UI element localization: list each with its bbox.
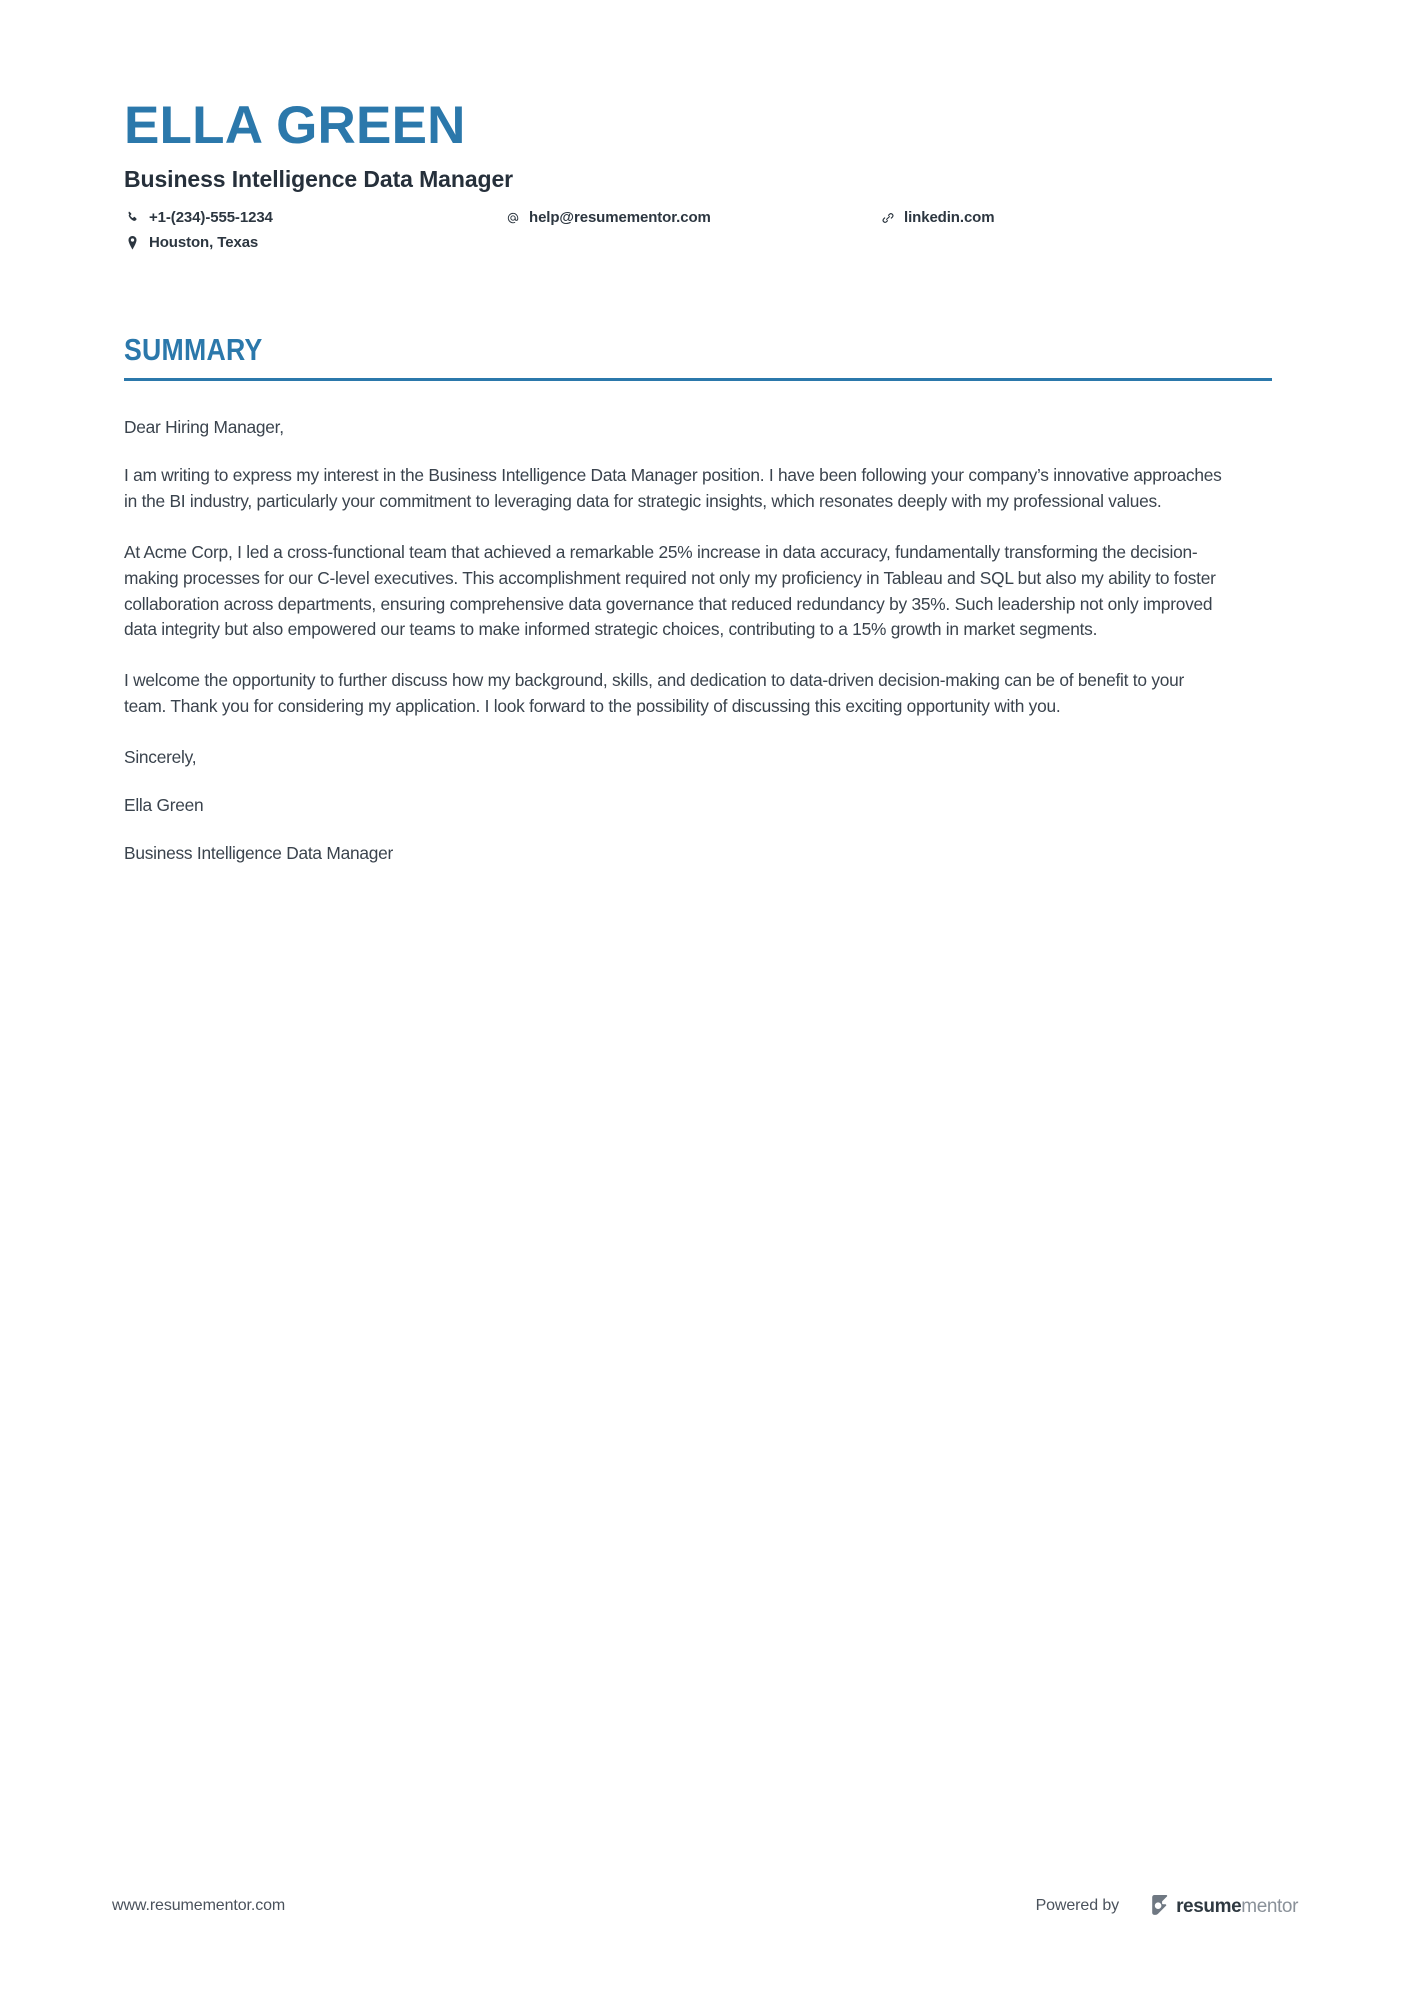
letter-header — [124, 0, 1286, 251]
contact-phone-label: +1-(234)-555-1234 — [149, 209, 273, 227]
section-heading-summary: SUMMARY — [124, 332, 263, 368]
logo-word-bold: resume — [1176, 1895, 1242, 1917]
letter-closing: Sincerely, — [124, 747, 197, 767]
contact-phone[interactable] — [124, 209, 504, 226]
section-divider — [124, 378, 1272, 381]
contact-row-primary — [124, 209, 1286, 226]
contact-linkedin[interactable] — [879, 209, 995, 226]
letter-signature-title: Business Intelligence Data Manager — [124, 842, 394, 863]
header-job-title: Business Intelligence Data Manager — [124, 166, 514, 193]
page-footer — [112, 1895, 1298, 1917]
letter-paragraph-2: At Acme Corp, I led a cross-functional team that achieved a remarkable 25% increase in data accuracy, fundamentally transforming the decision-making processes for our C-level executives. This accomplishment required not only my proficiency in Tableau and SQL but also my ability to foster collaboration across departments, ensuring comprehensive data governance that reduced redundancy by 35%. Such leadership not only improved data integrity but also empowered our teams to make informed strategic choices, contributing to a 15% growth in market segments. — [124, 541, 1216, 640]
footer-website-url[interactable]: www.resumementor.com — [112, 1897, 286, 1914]
link-icon — [879, 211, 896, 225]
contact-row-secondary — [124, 234, 1286, 251]
location-pin-icon — [124, 236, 141, 250]
resumementor-mark-icon — [1151, 1895, 1170, 1917]
contact-info-grid — [124, 209, 1286, 251]
resumementor-logo[interactable] — [1151, 1895, 1298, 1917]
powered-by-label: Powered by — [1035, 1897, 1120, 1914]
letter-salutation: Dear Hiring Manager, — [124, 417, 284, 438]
contact-email-label: help@resumementor.com — [529, 209, 711, 227]
email-at-icon — [504, 211, 521, 225]
document-content — [124, 0, 1286, 867]
contact-email[interactable] — [504, 209, 879, 226]
resumementor-wordmark — [1176, 1897, 1298, 1916]
footer-branding — [1036, 1895, 1298, 1917]
phone-icon — [124, 211, 141, 224]
letter-paragraph-1: I am writing to express my interest in the Business Intelligence Data Manager position. I have been following your company’s innovative approaches in the BI industry, particularly your commitment to leveraging data for strategic insights, which resonates deeply with my professional values. — [124, 465, 1222, 511]
letter-paragraph-3: I welcome the opportunity to further discuss how my background, skills, and dedication to data-driven decision-making can be of benefit to your team. Thank you for considering my application. I look forward to the possibility of discussing this exciting opportunity with you. — [124, 670, 1185, 717]
summary-section — [124, 333, 1286, 866]
logo-word-light: mentor — [1241, 1895, 1298, 1917]
contact-location — [124, 234, 504, 251]
contact-linkedin-label: linkedin.com — [904, 209, 995, 227]
contact-location-label: Houston, Texas — [149, 234, 259, 252]
cover-letter-body — [124, 415, 1246, 866]
letter-signature-name: Ella Green — [124, 794, 204, 815]
page-title: ELLA GREEN — [124, 96, 466, 155]
